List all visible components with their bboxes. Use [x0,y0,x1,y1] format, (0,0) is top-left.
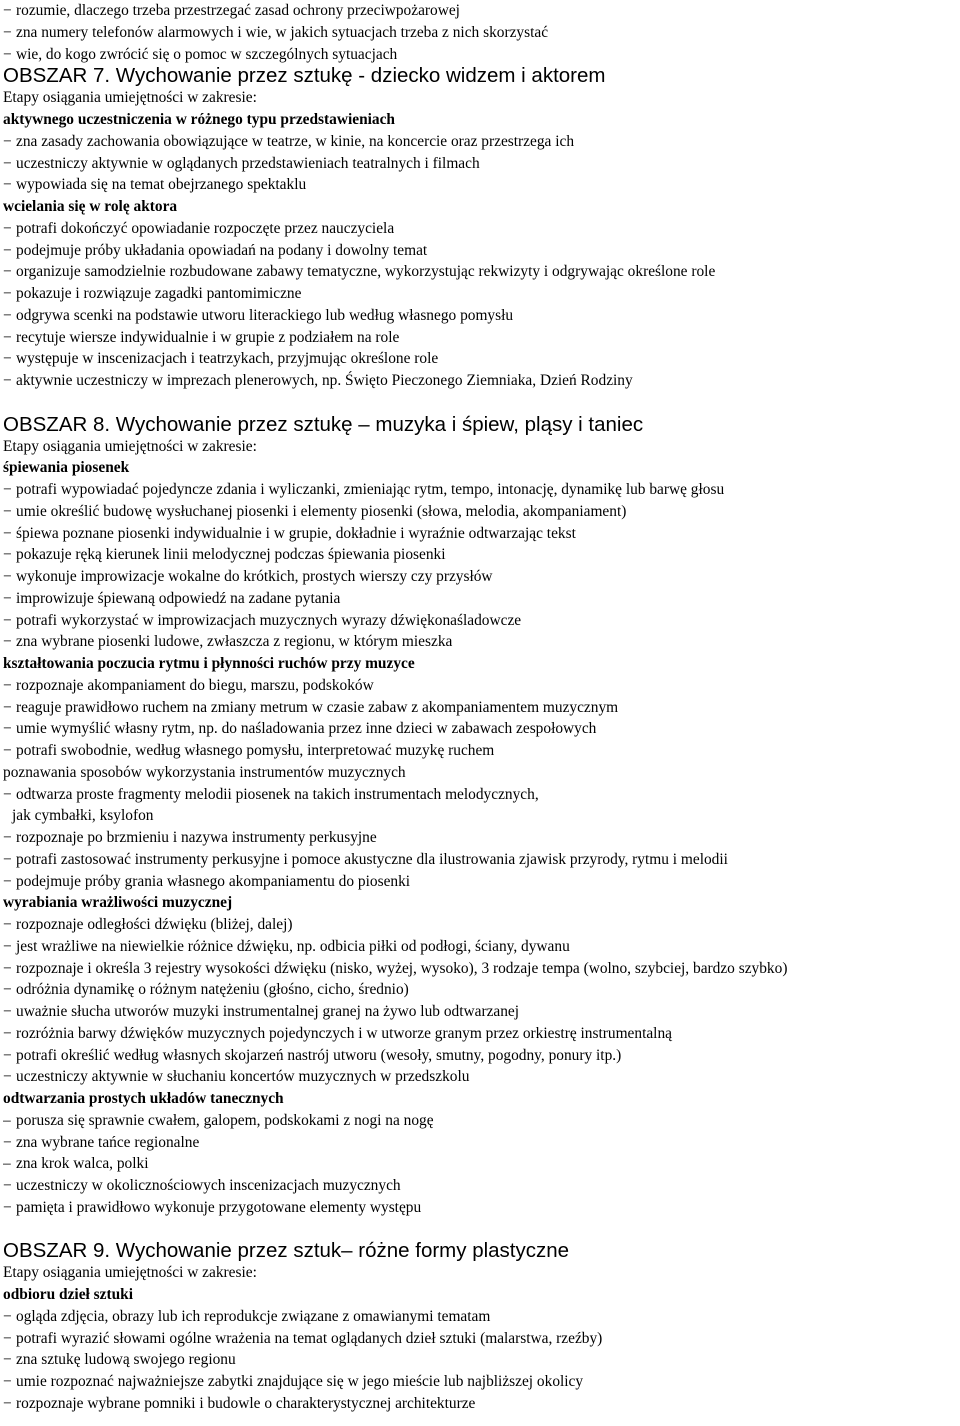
list-item: − pokazuje ręką kierunek linii melodycznej podczas śpiewania piosenki [3,546,446,564]
subsection-title: odtwarzania prostych układów tanecznych [3,1090,284,1107]
list-item: − potrafi swobodnie, według własnego pomysłu, interpretować muzykę ruchem [3,742,495,759]
list-item: – porusza się sprawnie cwałem, galopem, podskokami z nogi na nogę [3,1111,434,1129]
list-item: − podejmuje próby układania opowiadań na podany i dowolny temat [3,241,428,259]
list-item: − rozumie, dlaczego trzeba przestrzegać zasad ochrony przeciwpożarowej [3,2,460,19]
list-item: − umie rozpoznać najważniejsze zabytki znajdujące się w jego mieście lub najbliższej okolicy [3,1373,584,1390]
list-item: − ogląda zdjęcia, obrazy lub ich reprodukcje związane z omawianymi tematam [3,1307,491,1325]
list-item: − recytuje wiersze indywidualnie i w grupie z podziałem na role [3,328,400,346]
list-item: − uczestniczy aktywnie w słuchaniu koncertów muzycznych w przedszkolu [3,1068,470,1086]
list-item-continuation: jak cymbałki, ksylofon [12,807,154,825]
list-item: − improwizuje śpiewaną odpowiedź na zadane pytania [3,589,341,607]
section-heading: OBSZAR 7. Wychowanie przez sztukę - dziecko widzem i aktorem [3,64,606,88]
subsection-title: śpiewania piosenek [3,459,130,477]
list-item: − potrafi określić według własnych skojarzeń nastrój utworu (wesoły, smutny, pogodny, ponury itp.) [3,1046,622,1064]
list-item: − zna numery telefonów alarmowych i wie, w jakich sytuacjach trzeba z nich skorzystać [3,23,549,41]
spacer [3,392,960,414]
section-heading: OBSZAR 8. Wychowanie przez sztukę – muzyka i śpiew, pląsy i taniec [3,412,644,436]
stages-label: Etapy osiągania umiejętności w zakresie: [3,1264,257,1282]
list-item: − wypowiada się na temat obejrzanego spektaklu [3,176,307,194]
list-item: − odróżnia dynamikę o różnym natężeniu (głośno, cicho, średnio) [3,981,409,999]
list-item: − potrafi dokończyć opowiadanie rozpoczęte przez nauczyciela [3,219,395,237]
list-item: − odgrywa scenki na podstawie utworu literackiego lub według własnego pomysłu [3,306,514,324]
list-item: − organizuje samodzielnie rozbudowane zabawy tematyczne, wykorzystując rekwizyty i odgrywając określone role [3,263,716,281]
list-item: − potrafi wyrazić słowami ogólne wrażenia na temat oglądanych dzieł sztuki (malarstwa, rzeźby) [3,1329,603,1347]
list-item: − umie określić budowę wysłuchanej piosenki i elementy piosenki (słowa, melodia, akompaniament) [3,502,627,520]
subsection-title: odbioru dzieł sztuki [3,1286,133,1303]
stages-label: Etapy osiągania umiejętności w zakresie: [3,89,257,107]
subsection-title: kształtowania poczucia rytmu i płynności ruchów przy muzyce [3,655,415,672]
spacer [3,1219,960,1241]
list-item: − występuje w inscenizacjach i teatrzykach, przyjmując określone role [3,350,439,368]
subsection-title: poznawania sposobów wykorzystania instrumentów muzycznych [3,763,406,781]
list-item: – zna krok walca, polki [3,1155,149,1173]
list-item: − zna wybrane tańce regionalne [3,1133,200,1151]
list-item: − pokazuje i rozwiązuje zagadki pantomimiczne [3,285,302,302]
list-item: − rozpoznaje odległości dźwięku (bliżej, dalej) [3,916,293,933]
subsection-title: aktywnego uczestniczenia w różnego typu przedstawieniach [3,111,395,128]
list-item: − uczestniczy w okolicznościowych inscenizacjach muzycznych [3,1177,401,1194]
list-item: − wykonuje improwizacje wokalne do krótkich, prostych wierszy czy przysłów [3,568,493,585]
list-item: − uważnie słucha utworów muzyki instrumentalnej granej na żywo lub odtwarzanej [3,1003,520,1020]
list-item: − zna wybrane piosenki ludowe, zwłaszcza z regionu, w którym mieszka [3,633,453,651]
list-item: − zna zasady zachowania obowiązujące w teatrze, w kinie, na koncercie oraz przestrzega ich [3,132,575,150]
subsection-title: wcielania się w rolę aktora [3,198,178,215]
section-area-7 [3,65,960,392]
list-item: − odtwarza proste fragmenty melodii piosenek na takich instrumentach melodycznych, [3,785,539,803]
list-item: − jest wrażliwe na niewielkie różnice dźwięku, np. odbicia piłki od podłogi, ściany, dywanu [3,937,570,955]
list-item: − rozpoznaje po brzmieniu i nazywa instrumenty perkusyjne [3,829,377,846]
list-item: − rozróżnia barwy dźwięków muzycznych pojedynczych i w utworze granym przez orkiestrę instrumentalną [3,1024,672,1042]
section-area-9 [3,1240,960,1414]
section-area-8 [3,414,960,1219]
list-item: − rozpoznaje wybrane pomniki i budowle o charakterystycznej architekturze [3,1394,476,1412]
list-item: − reaguje prawidłowo ruchem na zmiany metrum w czasie zabaw z akompaniamentem muzycznym [3,698,619,716]
list-item: − aktywnie uczestniczy w imprezach plenerowych, np. Święto Pieczonego Ziemniaka, Dzień Rodziny [3,372,633,389]
intro-list [3,0,960,65]
list-item: − potrafi wypowiadać pojedyncze zdania i wyliczanki, zmieniając rytm, tempo, intonację, dynamikę lub barwę głosu [3,481,725,498]
list-item: − podejmuje próby grania własnego akompaniamentu do piosenki [3,872,411,890]
stages-label: Etapy osiągania umiejętności w zakresie: [3,437,257,455]
list-item: − wie, do kogo zwrócić się o pomoc w szczególnych sytuacjach [3,45,398,63]
list-item: − potrafi zastosować instrumenty perkusyjne i pomoce akustyczne dla ilustrowania zjawisk przyrody, rytmu i melodii [3,850,728,868]
list-item: − umie wymyślić własny rytm, np. do naśladowania przez inne dzieci w zabawach zespołowych [3,720,597,738]
subsection-title: wyrabiania wrażliwości muzycznej [3,894,233,912]
list-item: − śpiewa poznane piosenki indywidualnie i w grupie, dokładnie i wyraźnie odtwarzając tekst [3,524,576,542]
document-page [3,0,960,1415]
list-item: − uczestniczy aktywnie w oglądanych przedstawieniach teatralnych i filmach [3,154,480,172]
list-item: − zna sztukę ludową swojego regionu [3,1351,236,1369]
list-item: − rozpoznaje akompaniament do biegu, marszu, podskoków [3,676,374,694]
list-item: − pamięta i prawidłowo wykonuje przygotowane elementy występu [3,1198,422,1216]
list-item: − rozpoznaje i określa 3 rejestry wysokości dźwięku (nisko, wyżej, wysoko), 3 rodzaje tempa (wolno, szybciej, bardzo szybko) [3,959,788,977]
section-heading: OBSZAR 9. Wychowanie przez sztuk– różne formy plastyczne [3,1239,570,1263]
list-item: − potrafi wykorzystać w improwizacjach muzycznych wyrazy dźwiękonaśladowcze [3,611,522,629]
